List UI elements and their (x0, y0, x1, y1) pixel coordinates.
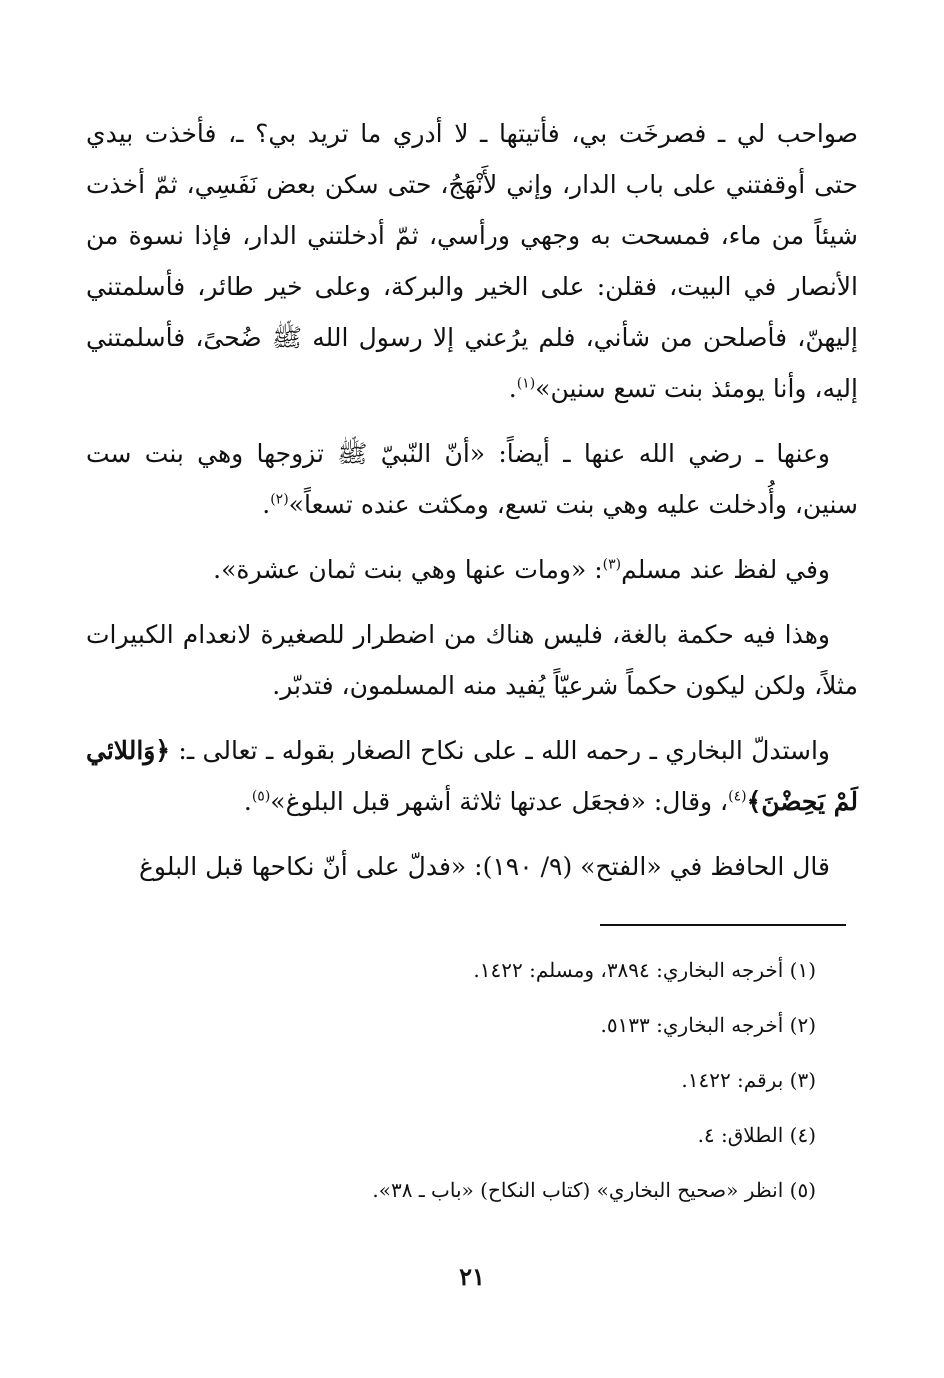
paragraph-6 (86, 841, 858, 892)
main-text (86, 108, 858, 906)
footnote-ref-3: (٣) (602, 556, 622, 573)
paragraph-2-text: وعنها ـ رضي الله عنها ـ أيضاً: «أنّ النّبيّ ﷺ تزوجها وهي بنت ست سنين، وأُدخلت عليه وهي بنت تسع، ومكثت عنده تسعاً» (86, 439, 858, 519)
paragraph-5-text: واستدلّ البخاري ـ رحمه الله ـ على نكاح الصغار بقوله ـ تعالى ـ: (178, 736, 830, 765)
footnote-ref-2: (٢) (270, 491, 289, 508)
footnote-ref-1: (١) (516, 375, 536, 392)
footnote-1: (١) أخرجه البخاري: ٣٨٩٤، ومسلم: ١٤٢٢. (473, 958, 816, 982)
paragraph-6-text: قال الحافظ في «الفتح» (٩/ ١٩٠): «فدلّ على أنّ نكاحها قبل البلوغ (138, 852, 830, 881)
paragraph-1-text: صواحب لي ـ فصرخَت بي، فأتيتها ـ لا أدري ما تريد بي؟ ـ، فأخذت بيدي حتى أوقفتني على باب الدار، وإني لأَنْهَجُ، حتى سكن بعض نَفَسِي، ثمّ أخذت شيئاً من ماء، فمسحت به وجهي ورأسي، ثمّ أدخلتني الدار، فإذا نسوة من الأنصار في البيت، فقلن: على الخير والبركة، وعلى خير طائر، فأسلمتني إليهنّ، فأصلحن من شأني، فلم يرُعني إلا رسول الله ﷺ ضُحىً، فأسلمتني إليه، وأنا يومئذ بنت تسع سنين» (86, 119, 858, 403)
footnote-4: (٤) الطلاق: ٤. (697, 1123, 816, 1147)
footnote-ref-4: (٤) (728, 788, 747, 805)
paragraph-1-end: . (508, 374, 517, 403)
paragraph-3 (86, 544, 858, 595)
footnote-5: (٥) انظر «صحيح البخاري» (كتاب النكاح) «باب ـ ٣٨». (372, 1178, 816, 1202)
paragraph-4-text: وهذا فيه حكمة بالغة، فليس هناك من اضطرار للصغيرة لانعدام الكبيرات مثلاً، ولكن ليكون حكماً شرعيّاً يُفيد منه المسلمون، فتدبّر. (86, 620, 858, 700)
paragraph-1 (86, 108, 858, 414)
paragraph-5-text-b: ، وقال: «فجعَل عدتها ثلاثة أشهر قبل البلوغ» (270, 787, 729, 816)
paragraph-3-text-b: : «ومات عنها وهي بنت ثمان عشرة». (213, 555, 603, 584)
paragraph-3-text-a: وفي لفظ عند مسلم (621, 555, 830, 584)
footnote-separator (600, 924, 846, 926)
paragraph-4 (86, 609, 858, 711)
footnote-3: (٣) برقم: ١٤٢٢. (681, 1068, 816, 1092)
footnote-ref-5: (٥) (251, 788, 271, 805)
paragraph-2 (86, 428, 858, 530)
quran-verse: ﴿وَاللائي لَمْ يَحِضْنَ﴾ (86, 736, 858, 816)
footnotes (176, 952, 816, 1227)
footnote-2: (٢) أخرجه البخاري: ٥١٣٣. (600, 1013, 816, 1037)
page-number: ٢١ (459, 1262, 485, 1291)
paragraph-5 (86, 725, 858, 827)
paragraph-5-end: . (243, 787, 252, 816)
paragraph-2-end: . (262, 490, 271, 519)
